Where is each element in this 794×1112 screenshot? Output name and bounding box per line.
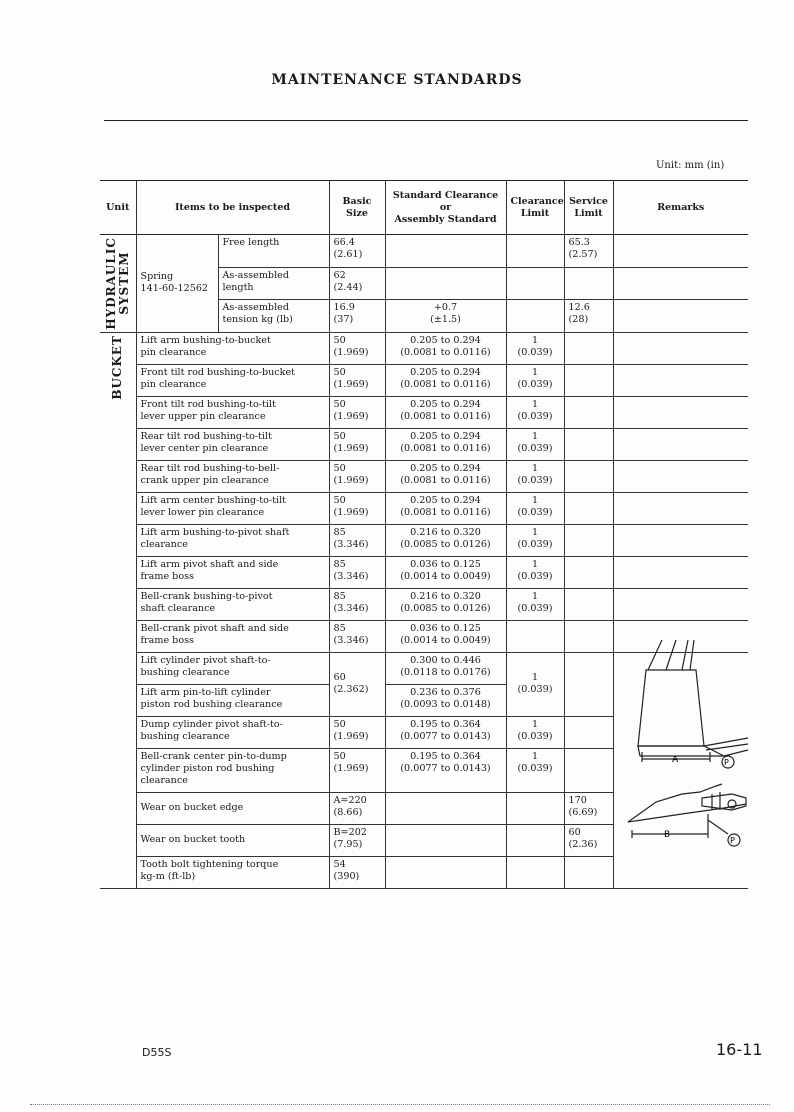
- clearance-limit-cell: 1 (0.039): [506, 716, 564, 748]
- clearance-limit-cell: 1 (0.039): [506, 460, 564, 492]
- header-rule: [104, 120, 748, 121]
- clearance-limit-cell: [506, 235, 564, 268]
- scan-edge-dots: [30, 1104, 770, 1105]
- basic-size-cell: 66.4 (2.61): [329, 235, 385, 268]
- col-standard: Standard Clearance or Assembly Standard: [385, 181, 506, 235]
- basic-size-cell: 85 (3.346): [329, 620, 385, 652]
- table-row: [100, 364, 748, 396]
- item-cell: Lift arm pivot shaft and side frame boss: [136, 556, 329, 588]
- unit-hydraulic: [100, 235, 136, 333]
- clearance-limit-cell: 1 (0.039): [506, 428, 564, 460]
- part-name: Spring 141-60-12562: [136, 235, 218, 333]
- service-limit-cell: [564, 716, 613, 748]
- basic-size-cell: 60 (2.362): [329, 652, 385, 716]
- basic-size-cell: B=202 (7.95): [329, 824, 385, 856]
- item-cell: Dump cylinder pivot shaft-to- bushing clearance: [136, 716, 329, 748]
- standard-cell: 0.195 to 0.364 (0.0077 to 0.0143): [385, 716, 506, 748]
- service-limit-cell: [564, 620, 613, 652]
- unit-note: Unit: mm (in): [656, 160, 725, 171]
- standard-cell: +0.7 (±1.5): [385, 300, 506, 333]
- remarks-cell: [613, 428, 748, 460]
- fig-label-a: A: [672, 755, 679, 765]
- basic-size-cell: 50 (1.969): [329, 748, 385, 792]
- item-cell: As-assembled tension kg (lb): [218, 300, 329, 333]
- remarks-cell: [613, 364, 748, 396]
- remarks-cell: [613, 235, 748, 268]
- standard-cell: 0.216 to 0.320 (0.0085 to 0.0126): [385, 524, 506, 556]
- clearance-limit-cell: 1 (0.039): [506, 396, 564, 428]
- header-row: [100, 181, 748, 235]
- service-limit-cell: [564, 364, 613, 396]
- clearance-limit-cell: [506, 824, 564, 856]
- remarks-cell: [613, 492, 748, 524]
- service-limit-cell: 65.3 (2.57): [564, 235, 613, 268]
- service-limit-cell: [564, 556, 613, 588]
- col-items: Items to be inspected: [136, 181, 329, 235]
- item-cell: Lift cylinder pivot shaft-to- bushing clearance: [136, 652, 329, 684]
- service-limit-cell: 170 (6.69): [564, 792, 613, 824]
- basic-size-cell: 62 (2.44): [329, 267, 385, 300]
- basic-size-cell: 85 (3.346): [329, 556, 385, 588]
- standard-cell: 0.216 to 0.320 (0.0085 to 0.0126): [385, 588, 506, 620]
- clearance-limit-cell: 1 (0.039): [506, 332, 564, 364]
- fig-label-b: B: [664, 830, 671, 840]
- remarks-cell: [613, 588, 748, 620]
- basic-size-cell: 50 (1.969): [329, 460, 385, 492]
- unit-label: BUCKET: [110, 334, 125, 400]
- basic-size-cell: 50 (1.969): [329, 396, 385, 428]
- table-row: [100, 332, 748, 364]
- standard-cell: 0.300 to 0.446 (0.0118 to 0.0176): [385, 652, 506, 684]
- service-limit-cell: [564, 492, 613, 524]
- basic-size-cell: 54 (390): [329, 856, 385, 888]
- item-cell: As-assembled length: [218, 267, 329, 300]
- unit-label: HYDRAULIC SYSTEM: [103, 237, 131, 330]
- item-cell: Lift arm bushing-to-bucket pin clearance: [136, 332, 329, 364]
- basic-size-cell: 50 (1.969): [329, 716, 385, 748]
- table-row: [100, 396, 748, 428]
- basic-size-cell: A=220 (8.66): [329, 792, 385, 824]
- service-limit-cell: [564, 748, 613, 792]
- table-row: [100, 428, 748, 460]
- fig-label-p1: P: [724, 758, 729, 767]
- clearance-limit-cell: [506, 856, 564, 888]
- remarks-cell: [613, 460, 748, 492]
- remarks-cell: [613, 300, 748, 333]
- remarks-cell: [613, 524, 748, 556]
- item-cell: Front tilt rod bushing-to-bucket pin clearance: [136, 364, 329, 396]
- standard-cell: 0.205 to 0.294 (0.0081 to 0.0116): [385, 428, 506, 460]
- standard-cell: 0.205 to 0.294 (0.0081 to 0.0116): [385, 332, 506, 364]
- remarks-cell: [613, 332, 748, 364]
- clearance-limit-cell: 1 (0.039): [506, 748, 564, 792]
- clearance-limit-cell: 1 (0.039): [506, 364, 564, 396]
- item-cell: Lift arm pin-to-lift cylinder piston rod bushing clearance: [136, 684, 329, 716]
- col-clearance-limit: Clearance Limit: [506, 181, 564, 235]
- service-limit-cell: [564, 652, 613, 716]
- item-cell: Tooth bolt tightening torque kg-m (ft-lb): [136, 856, 329, 888]
- item-cell: Bell-crank bushing-to-pivot shaft clearance: [136, 588, 329, 620]
- clearance-limit-cell: 1 (0.039): [506, 588, 564, 620]
- table-row: [100, 524, 748, 556]
- standard-cell: 0.205 to 0.294 (0.0081 to 0.0116): [385, 492, 506, 524]
- remarks-cell: [613, 267, 748, 300]
- standard-cell: 0.195 to 0.364 (0.0077 to 0.0143): [385, 748, 506, 792]
- item-cell: Front tilt rod bushing-to-tilt lever upper pin clearance: [136, 396, 329, 428]
- item-cell: Bell-crank pivot shaft and side frame boss: [136, 620, 329, 652]
- standard-cell: [385, 267, 506, 300]
- table-row: [100, 556, 748, 588]
- service-limit-cell: [564, 856, 613, 888]
- basic-size-cell: 16.9 (37): [329, 300, 385, 333]
- basic-size-cell: 50 (1.969): [329, 492, 385, 524]
- clearance-limit-cell: 1 (0.039): [506, 652, 564, 716]
- standard-cell: [385, 792, 506, 824]
- clearance-limit-cell: [506, 620, 564, 652]
- service-limit-cell: [564, 588, 613, 620]
- item-cell: Wear on bucket tooth: [136, 824, 329, 856]
- table-row: [100, 492, 748, 524]
- basic-size-cell: 50 (1.969): [329, 332, 385, 364]
- standard-cell: 0.205 to 0.294 (0.0081 to 0.0116): [385, 396, 506, 428]
- clearance-limit-cell: 1 (0.039): [506, 556, 564, 588]
- bucket-wear-figure: [620, 634, 750, 874]
- page-number: 16-11: [716, 1040, 763, 1059]
- standard-cell: [385, 824, 506, 856]
- standard-cell: 0.205 to 0.294 (0.0081 to 0.0116): [385, 364, 506, 396]
- fig-label-p2: P: [730, 836, 735, 845]
- basic-size-cell: 85 (3.346): [329, 524, 385, 556]
- page-title: MAINTENANCE STANDARDS: [271, 72, 523, 88]
- col-remarks: Remarks: [613, 181, 748, 235]
- item-cell: Bell-crank center pin-to-dump cylinder piston rod bushing clearance: [136, 748, 329, 792]
- service-limit-cell: 12.6 (28): [564, 300, 613, 333]
- item-cell: Lift arm bushing-to-pivot shaft clearance: [136, 524, 329, 556]
- standard-cell: [385, 856, 506, 888]
- unit-bucket: [100, 332, 136, 888]
- standard-cell: 0.205 to 0.294 (0.0081 to 0.0116): [385, 460, 506, 492]
- service-limit-cell: 60 (2.36): [564, 824, 613, 856]
- col-basic-size: Basic Size: [329, 181, 385, 235]
- col-unit: Unit: [100, 181, 136, 235]
- remarks-cell: [613, 556, 748, 588]
- table-row: [100, 235, 748, 268]
- remarks-cell: [613, 396, 748, 428]
- basic-size-cell: 85 (3.346): [329, 588, 385, 620]
- clearance-limit-cell: [506, 300, 564, 333]
- table-row: [100, 588, 748, 620]
- clearance-limit-cell: [506, 267, 564, 300]
- service-limit-cell: [564, 267, 613, 300]
- standard-cell: 0.036 to 0.125 (0.0014 to 0.0049): [385, 620, 506, 652]
- item-cell: Lift arm center bushing-to-tilt lever lower pin clearance: [136, 492, 329, 524]
- service-limit-cell: [564, 396, 613, 428]
- service-limit-cell: [564, 332, 613, 364]
- table-row: [100, 460, 748, 492]
- model-code: D55S: [142, 1046, 172, 1059]
- clearance-limit-cell: 1 (0.039): [506, 524, 564, 556]
- clearance-limit-cell: 1 (0.039): [506, 492, 564, 524]
- standard-cell: 0.236 to 0.376 (0.0093 to 0.0148): [385, 684, 506, 716]
- col-service-limit: Service Limit: [564, 181, 613, 235]
- item-cell: Rear tilt rod bushing-to-tilt lever center pin clearance: [136, 428, 329, 460]
- item-cell: Rear tilt rod bushing-to-bell- crank upper pin clearance: [136, 460, 329, 492]
- service-limit-cell: [564, 524, 613, 556]
- basic-size-cell: 50 (1.969): [329, 364, 385, 396]
- clearance-limit-cell: [506, 792, 564, 824]
- service-limit-cell: [564, 428, 613, 460]
- item-cell: Wear on bucket edge: [136, 792, 329, 824]
- standard-cell: [385, 235, 506, 268]
- basic-size-cell: 50 (1.969): [329, 428, 385, 460]
- standard-cell: 0.036 to 0.125 (0.0014 to 0.0049): [385, 556, 506, 588]
- item-cell: Free length: [218, 235, 329, 268]
- service-limit-cell: [564, 460, 613, 492]
